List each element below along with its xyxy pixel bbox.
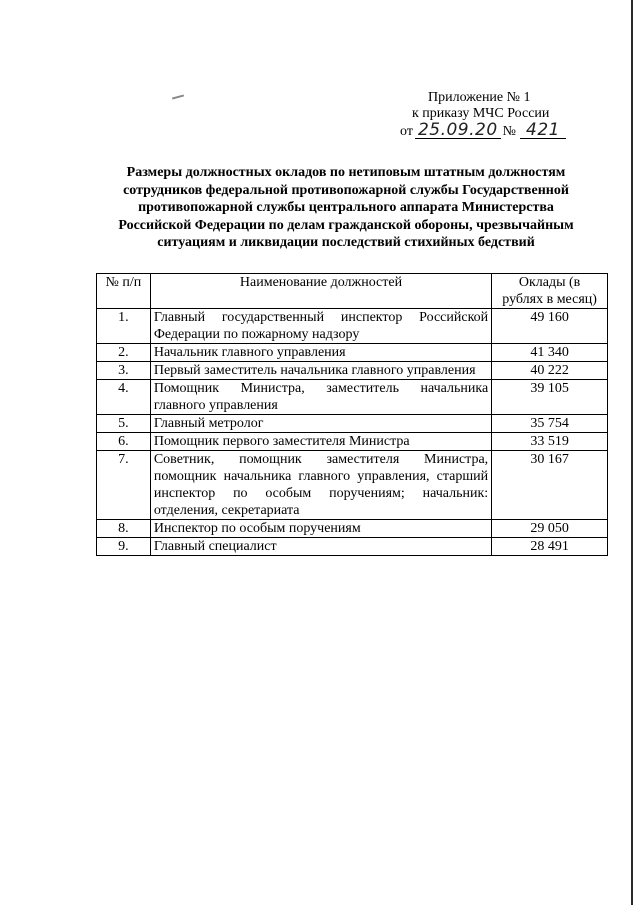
row-number: 1. xyxy=(97,309,151,344)
document-heading xyxy=(96,164,596,252)
row-number: 9. xyxy=(97,538,151,556)
table-row xyxy=(97,380,608,415)
row-salary: 29 050 xyxy=(492,520,608,538)
row-position-name: Инспектор по особым поручениям xyxy=(150,520,491,538)
row-number: 7. xyxy=(97,451,151,520)
table-row xyxy=(97,362,608,380)
row-salary: 41 340 xyxy=(492,344,608,362)
row-position-name: Помощник Министра, заместитель начальника главного управления xyxy=(150,380,491,415)
table-row xyxy=(97,520,608,538)
header-number: № п/п xyxy=(97,274,151,309)
row-number: 4. xyxy=(97,380,151,415)
row-number: 8. xyxy=(97,520,151,538)
row-position-name: Советник, помощник заместителя Министра, помощник начальника главного управления, старший инспектор по особым поручениям; начальник: отделения, секретариата xyxy=(150,451,491,520)
row-position-name: Помощник первого заместителя Министра xyxy=(150,433,491,451)
header-salary-line2: рублях в месяц) xyxy=(502,292,597,307)
table-header-row xyxy=(97,274,608,309)
from-prefix: от xyxy=(400,124,413,139)
row-number: 6. xyxy=(97,433,151,451)
row-position-name: Главный специалист xyxy=(150,538,491,556)
salary-table xyxy=(96,273,608,556)
heading-line: противопожарной службы центрального аппарата Министерства xyxy=(138,200,554,215)
heading-line: Размеры должностных окладов по нетиповым штатным должностям xyxy=(126,165,566,180)
appendix-date-number xyxy=(400,122,560,140)
appendix-order-ref: к приказу МЧС России xyxy=(412,106,550,121)
row-position-name: Главный государственный инспектор Российской Федерации по пожарному надзору xyxy=(150,309,491,344)
table-row xyxy=(97,433,608,451)
row-position-name: Начальник главного управления xyxy=(150,344,491,362)
table-row xyxy=(97,415,608,433)
row-salary: 39 105 xyxy=(492,380,608,415)
appendix-title: Приложение № 1 xyxy=(428,90,531,105)
table-row xyxy=(97,344,608,362)
header-salary xyxy=(492,274,608,309)
heading-line: сотрудников федеральной противопожарной службы Государственной xyxy=(123,182,569,198)
heading-line: Российской Федерации по делам гражданской обороны, чрезвычайным xyxy=(118,217,574,233)
scan-edge-line xyxy=(631,0,633,905)
table-row xyxy=(97,309,608,344)
header-position-name: Наименование должностей xyxy=(150,274,491,309)
handwritten-date: 25.09.20 xyxy=(415,122,501,139)
row-salary: 33 519 xyxy=(492,433,608,451)
row-salary: 40 222 xyxy=(492,362,608,380)
appendix-reference xyxy=(400,90,560,140)
row-number: 5. xyxy=(97,415,151,433)
row-salary: 30 167 xyxy=(492,451,608,520)
row-number: 2. xyxy=(97,344,151,362)
stray-pen-mark xyxy=(172,94,184,99)
header-salary-line1: Оклады (в xyxy=(518,275,581,290)
table-row xyxy=(97,451,608,520)
row-salary: 35 754 xyxy=(492,415,608,433)
row-position-name: Первый заместитель начальника главного управления xyxy=(150,362,491,380)
number-prefix: № xyxy=(502,124,516,139)
heading-line: ситуациям и ликвидации последствий стихийных бедствий xyxy=(157,235,535,250)
row-position-name: Главный метролог xyxy=(150,415,491,433)
row-number: 3. xyxy=(97,362,151,380)
row-salary: 49 160 xyxy=(492,309,608,344)
row-salary: 28 491 xyxy=(492,538,608,556)
handwritten-order-number: 421 xyxy=(520,122,566,139)
table-row xyxy=(97,538,608,556)
